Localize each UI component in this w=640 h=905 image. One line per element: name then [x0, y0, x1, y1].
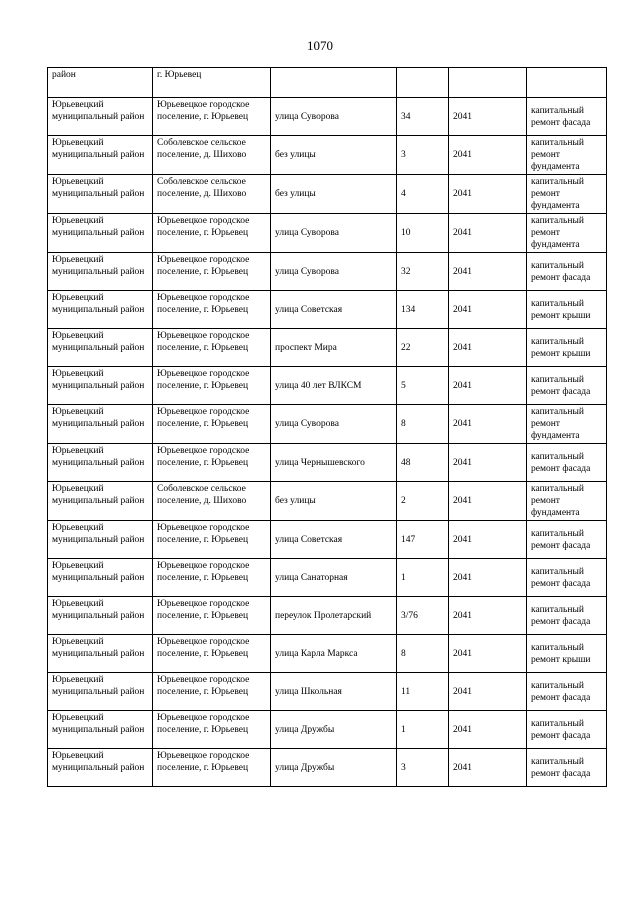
- cell-settlement: Юрьевецкое городское поселение, г. Юрьевец: [153, 521, 271, 559]
- table-row: [48, 136, 607, 175]
- cell-year: 2041: [449, 597, 527, 635]
- table-row: [48, 253, 607, 291]
- cell-house: 3: [397, 136, 449, 175]
- table-row: [48, 673, 607, 711]
- cell-street: улица Чернышевского: [271, 444, 397, 482]
- cell-year: 2041: [449, 98, 527, 136]
- cell-district: Юрьевецкий муниципальный район: [48, 329, 153, 367]
- cell-settlement: Юрьевецкое городское поселение, г. Юрьевец: [153, 749, 271, 787]
- cell-street: улица Советская: [271, 521, 397, 559]
- cell-street: улица Дружбы: [271, 711, 397, 749]
- cell-settlement: Юрьевецкое городское поселение, г. Юрьевец: [153, 711, 271, 749]
- table-row: [48, 444, 607, 482]
- cell-work: капитальный ремонт фасада: [527, 711, 607, 749]
- cell-district: Юрьевецкий муниципальный район: [48, 521, 153, 559]
- repair-schedule-table: [47, 67, 607, 787]
- cell-year: 2041: [449, 482, 527, 521]
- cell-district: Юрьевецкий муниципальный район: [48, 597, 153, 635]
- cell-work: капитальный ремонт фундамента: [527, 482, 607, 521]
- table-row: [48, 405, 607, 444]
- table-row-continuation: [48, 68, 607, 98]
- cell-work: капитальный ремонт фундамента: [527, 136, 607, 175]
- cell-settlement: Юрьевецкое городское поселение, г. Юрьевец: [153, 367, 271, 405]
- cell-street: без улицы: [271, 175, 397, 214]
- cell-house: 34: [397, 98, 449, 136]
- table-row: [48, 482, 607, 521]
- cell-house: 32: [397, 253, 449, 291]
- cell-district: Юрьевецкий муниципальный район: [48, 559, 153, 597]
- cell-house: 134: [397, 291, 449, 329]
- cell-house: 48: [397, 444, 449, 482]
- cell-settlement: Юрьевецкое городское поселение, г. Юрьевец: [153, 673, 271, 711]
- cell-settlement: Юрьевецкое городское поселение, г. Юрьевец: [153, 291, 271, 329]
- cell-district: район: [48, 68, 153, 98]
- cell-district: Юрьевецкий муниципальный район: [48, 291, 153, 329]
- page-number: 1070: [307, 38, 333, 53]
- cell-street: [271, 68, 397, 98]
- cell-street: переулок Пролетарский: [271, 597, 397, 635]
- cell-district: Юрьевецкий муниципальный район: [48, 367, 153, 405]
- cell-street: улица Карла Маркса: [271, 635, 397, 673]
- cell-year: 2041: [449, 329, 527, 367]
- cell-year: 2041: [449, 253, 527, 291]
- table-row: [48, 175, 607, 214]
- cell-settlement: Юрьевецкое городское поселение, г. Юрьевец: [153, 405, 271, 444]
- cell-house: 11: [397, 673, 449, 711]
- table-row: [48, 559, 607, 597]
- cell-settlement: Соболевское сельское поселение, д. Шихово: [153, 482, 271, 521]
- table-body: [48, 68, 607, 787]
- cell-house: [397, 68, 449, 98]
- cell-district: Юрьевецкий муниципальный район: [48, 405, 153, 444]
- cell-year: 2041: [449, 214, 527, 253]
- cell-work: [527, 68, 607, 98]
- table-row: [48, 635, 607, 673]
- cell-street: улица Школьная: [271, 673, 397, 711]
- cell-house: 1: [397, 559, 449, 597]
- cell-street: проспект Мира: [271, 329, 397, 367]
- cell-work: капитальный ремонт фасада: [527, 749, 607, 787]
- cell-house: 2: [397, 482, 449, 521]
- cell-district: Юрьевецкий муниципальный район: [48, 444, 153, 482]
- cell-settlement: Соболевское сельское поселение, д. Шихово: [153, 175, 271, 214]
- cell-settlement: Юрьевецкое городское поселение, г. Юрьевец: [153, 329, 271, 367]
- cell-work: капитальный ремонт крыши: [527, 329, 607, 367]
- cell-year: 2041: [449, 711, 527, 749]
- cell-house: 10: [397, 214, 449, 253]
- cell-street: без улицы: [271, 136, 397, 175]
- cell-district: Юрьевецкий муниципальный район: [48, 98, 153, 136]
- cell-district: Юрьевецкий муниципальный район: [48, 253, 153, 291]
- table-row: [48, 521, 607, 559]
- cell-year: 2041: [449, 521, 527, 559]
- cell-work: капитальный ремонт фасада: [527, 253, 607, 291]
- cell-house: 147: [397, 521, 449, 559]
- cell-settlement: Юрьевецкое городское поселение, г. Юрьевец: [153, 253, 271, 291]
- cell-district: Юрьевецкий муниципальный район: [48, 749, 153, 787]
- cell-house: 5: [397, 367, 449, 405]
- cell-street: улица 40 лет ВЛКСМ: [271, 367, 397, 405]
- cell-settlement: Соболевское сельское поселение, д. Шихово: [153, 136, 271, 175]
- cell-settlement: Юрьевецкое городское поселение, г. Юрьевец: [153, 98, 271, 136]
- table-row: [48, 291, 607, 329]
- cell-settlement: г. Юрьевец: [153, 68, 271, 98]
- cell-street: улица Суворова: [271, 214, 397, 253]
- cell-settlement: Юрьевецкое городское поселение, г. Юрьевец: [153, 635, 271, 673]
- cell-district: Юрьевецкий муниципальный район: [48, 214, 153, 253]
- cell-settlement: Юрьевецкое городское поселение, г. Юрьевец: [153, 214, 271, 253]
- cell-house: 3/76: [397, 597, 449, 635]
- cell-street: улица Дружбы: [271, 749, 397, 787]
- cell-street: улица Суворова: [271, 253, 397, 291]
- cell-district: Юрьевецкий муниципальный район: [48, 136, 153, 175]
- cell-settlement: Юрьевецкое городское поселение, г. Юрьевец: [153, 559, 271, 597]
- cell-street: улица Советская: [271, 291, 397, 329]
- cell-house: 8: [397, 405, 449, 444]
- cell-district: Юрьевецкий муниципальный район: [48, 673, 153, 711]
- cell-work: капитальный ремонт фасада: [527, 98, 607, 136]
- cell-work: капитальный ремонт фасада: [527, 673, 607, 711]
- cell-year: 2041: [449, 635, 527, 673]
- cell-year: 2041: [449, 444, 527, 482]
- cell-year: 2041: [449, 405, 527, 444]
- cell-year: 2041: [449, 559, 527, 597]
- cell-year: 2041: [449, 175, 527, 214]
- cell-work: капитальный ремонт фундамента: [527, 405, 607, 444]
- cell-year: 2041: [449, 367, 527, 405]
- cell-work: капитальный ремонт крыши: [527, 291, 607, 329]
- cell-year: 2041: [449, 291, 527, 329]
- cell-work: капитальный ремонт фундамента: [527, 175, 607, 214]
- table-row: [48, 98, 607, 136]
- table-row: [48, 367, 607, 405]
- cell-settlement: Юрьевецкое городское поселение, г. Юрьевец: [153, 444, 271, 482]
- cell-house: 3: [397, 749, 449, 787]
- cell-district: Юрьевецкий муниципальный район: [48, 635, 153, 673]
- cell-year: 2041: [449, 136, 527, 175]
- cell-work: капитальный ремонт фундамента: [527, 214, 607, 253]
- cell-work: капитальный ремонт фасада: [527, 521, 607, 559]
- cell-street: улица Суворова: [271, 405, 397, 444]
- cell-district: Юрьевецкий муниципальный район: [48, 175, 153, 214]
- cell-work: капитальный ремонт фасада: [527, 367, 607, 405]
- table-row: [48, 329, 607, 367]
- cell-street: улица Санаторная: [271, 559, 397, 597]
- cell-street: без улицы: [271, 482, 397, 521]
- cell-district: Юрьевецкий муниципальный район: [48, 482, 153, 521]
- cell-district: Юрьевецкий муниципальный район: [48, 711, 153, 749]
- table-row: [48, 711, 607, 749]
- cell-work: капитальный ремонт фасада: [527, 444, 607, 482]
- cell-year: 2041: [449, 749, 527, 787]
- table-row: [48, 597, 607, 635]
- cell-street: улица Суворова: [271, 98, 397, 136]
- cell-year: 2041: [449, 673, 527, 711]
- table-row: [48, 214, 607, 253]
- cell-work: капитальный ремонт фасада: [527, 559, 607, 597]
- cell-house: 4: [397, 175, 449, 214]
- cell-house: 1: [397, 711, 449, 749]
- cell-house: 22: [397, 329, 449, 367]
- cell-work: капитальный ремонт фасада: [527, 597, 607, 635]
- cell-work: капитальный ремонт крыши: [527, 635, 607, 673]
- cell-year: [449, 68, 527, 98]
- table-row: [48, 749, 607, 787]
- cell-settlement: Юрьевецкое городское поселение, г. Юрьевец: [153, 597, 271, 635]
- cell-house: 8: [397, 635, 449, 673]
